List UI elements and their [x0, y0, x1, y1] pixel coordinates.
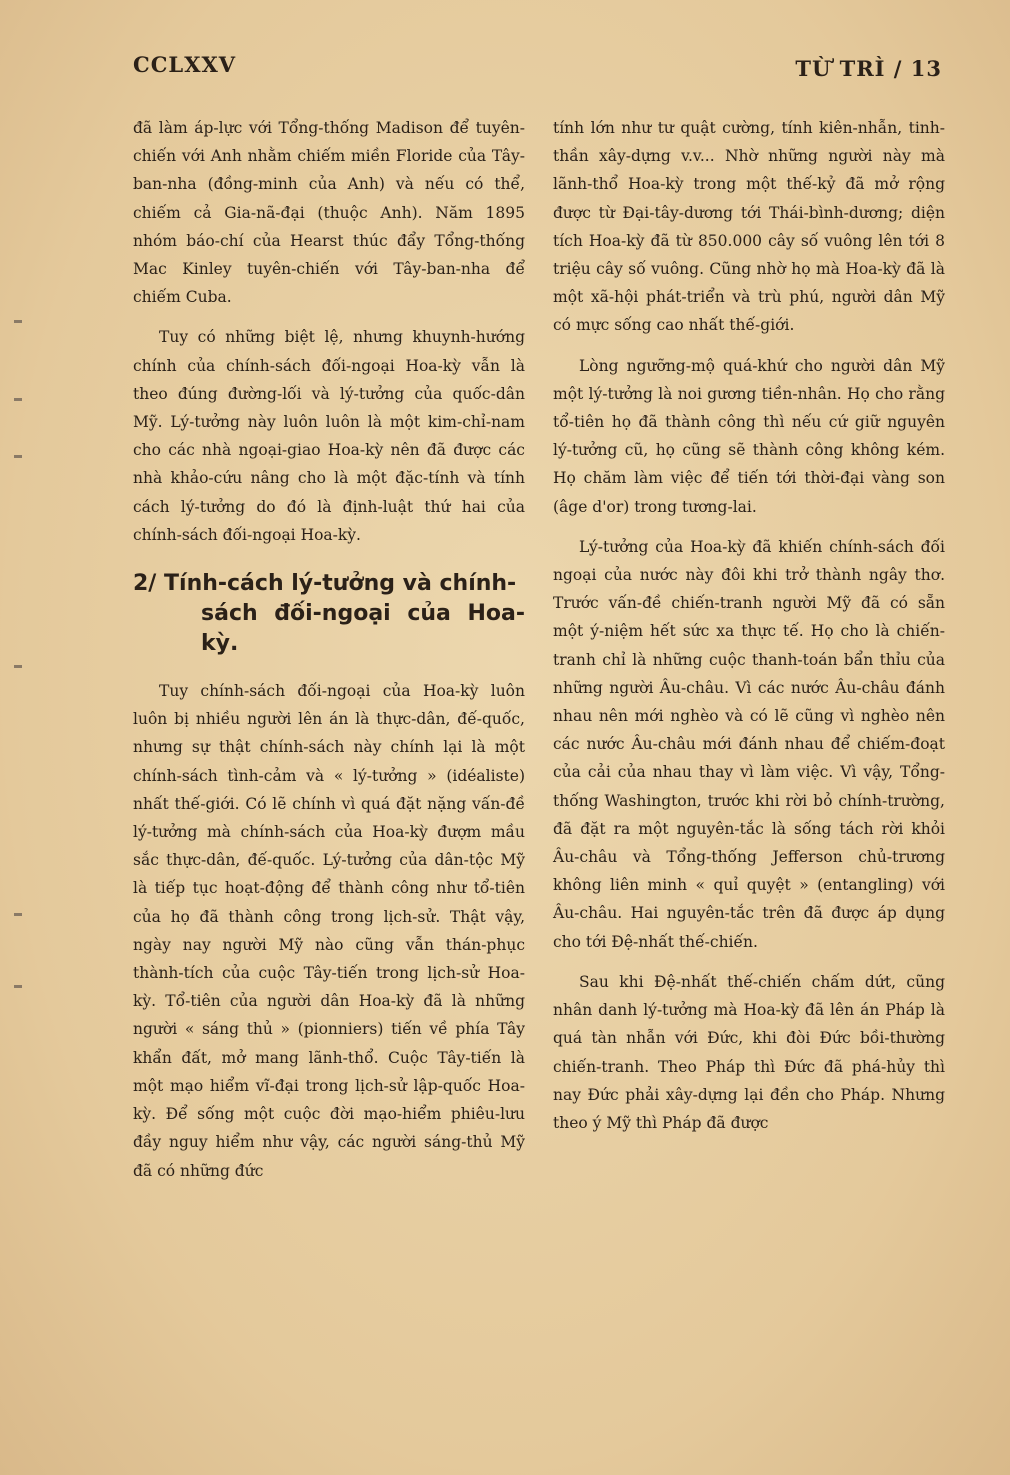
paragraph: Tuy có những biệt lệ, nhưng khuynh-hướng chính của chính-sách đối-ngoại Hoa-kỳ vẫn là theo đúng đường-lối và lý-tưởng của quốc-dân Mỹ. Lý-tưởng này luôn luôn là một kim-chỉ-nam cho các nhà ngoại-giao Hoa-kỳ nên đã được các nhà khảo-cứu nâng cho là một đặc-tính và tính cách lý-tưởng do đó là định-luật thứ hai của chính-sách đối-ngoại Hoa-kỳ. — [133, 328, 525, 544]
binding-mark — [14, 913, 22, 916]
paragraph: Lý-tưởng của Hoa-kỳ đã khiến chính-sách đối ngoại của nước này đôi khi trở thành ngây thơ. Trước vấn-đề chiến-tranh người Mỹ đã có sẵn một ý-niệm hết sức xa thực tế. Họ cho là chiến-tranh chỉ là những cuộc thanh-toán bẩn thỉu của những người Âu-châu. Vì các nước Âu-châu đánh nhau nên mới nghèo và có lẽ cũng vì nghèo nên các nước Âu-châu mới đánh nhau để chiếm-đoạt của cải của nhau thay vì làm việc. Vì vậy, Tổng-thống Washington, trước khi rời bỏ chính-trường, đã đặt ra một nguyên-tắc là sống tách rời khỏi Âu-châu và Tổng-thống Jefferson chủ-trương không liên minh « quỉ quyệt » (entangling) với Âu-châu. Hai nguyên-tắc trên đã được áp dụng cho tới Đệ-nhất thế-chiến. — [553, 537, 945, 951]
section-heading-line1: Tính-cách lý-tưởng và chính- — [164, 571, 517, 597]
binding-mark — [14, 985, 22, 988]
page-running-header: TỪ TRÌ / 13 — [795, 56, 942, 81]
binding-mark — [14, 665, 22, 668]
section-heading — [133, 569, 525, 659]
section-heading-number: 2/ — [133, 571, 157, 597]
binding-mark — [14, 455, 22, 458]
paragraph: Lòng ngưỡng-mộ quá-khứ cho người dân Mỹ một lý-tưởng là noi gương tiền-nhân. Họ cho rằng tổ-tiên họ đã thành công thì nếu cứ giữ nguyên lý-tưởng cũ, họ cũng sẽ thành công không kém. Họ chăm làm việc để tiến tới thời-đại vàng son (âge d'or) trong tương-lai. — [553, 356, 945, 516]
page-section-number: CCLXXV — [133, 52, 237, 77]
section-heading-line2: sách đối-ngoại của Hoa-kỳ. — [201, 601, 525, 657]
left-column — [133, 114, 525, 1197]
paragraph: Sau khi Đệ-nhất thế-chiến chấm dứt, cũng nhân danh lý-tưởng mà Hoa-kỳ đã lên án Pháp là quá tàn nhẫn với Đức, khi đòi Đức bồi-thường chiến-tranh. Theo Pháp thì Đức đã phá-hủy thì nay Đức phải xây-dựng lại đền cho Pháp. Nhưng theo ý Mỹ thì Pháp đã được — [553, 972, 945, 1132]
paragraph: đã làm áp-lực với Tổng-thống Madison để tuyên-chiến với Anh nhằm chiếm miền Floride của Tây-ban-nha (đồng-minh của Anh) và nếu có thể, chiếm cả Gia-nã-đại (thuộc Anh). Năm 1895 nhóm báo-chí của Hearst thúc đẩy Tổng-thống Mac Kinley tuyên-chiến với Tây-ban-nha để chiếm Cuba. — [133, 119, 525, 307]
paragraph: tính lớn như tư quật cường, tính kiên-nhẫn, tinh-thần xây-dựng v.v... Nhờ những người này mà lãnh-thổ Hoa-kỳ trong một thế-kỷ đã mở rộng được từ Đại-tây-dương tới Thái-bình-dương; diện tích Hoa-kỳ đã từ 850.000 cây số vuông lên tới 8 triệu cây số vuông. Cũng nhờ họ mà Hoa-kỳ đã là một xã-hội phát-triển và trù phú, người dân Mỹ có mực sống cao nhất thế-giới. — [553, 119, 945, 335]
binding-mark — [14, 398, 22, 401]
paragraph: Tuy chính-sách đối-ngoại của Hoa-kỳ luôn luôn bị nhiều người lên án là thực-dân, đế-quốc, nhưng sự thật chính-sách này chính lại là một chính-sách tình-cảm và « lý-tưởng » (idéaliste) nhất thế-giới. Có lẽ chính vì quá đặt nặng vấn-đề lý-tưởng mà chính-sách của Hoa-kỳ đượm mầu sắc thực-dân, đế-quốc. Lý-tưởng của dân-tộc Mỹ là tiếp tục hoạt-động để thành công như tổ-tiên của họ đã thành công trong lịch-sử. Thật vậy, ngày nay người Mỹ nào cũng vẫn thán-phục thành-tích của cuộc Tây-tiến trong lịch-sử Hoa-kỳ. Tổ-tiên của người dân Hoa-kỳ đã là những người « sáng thủ » (pionniers) tiến về phía Tây khẩn đất, mở mang lãnh-thổ. Cuộc Tây-tiến là một mạo hiểm vĩ-đại trong lịch-sử lập-quốc Hoa-kỳ. Để sống một cuộc đời mạo-hiểm phiêu-lưu đầy nguy hiểm như vậy, các người sáng-thủ Mỹ đã có những đức — [133, 682, 525, 1180]
binding-mark — [14, 320, 22, 323]
right-column — [553, 114, 945, 1149]
